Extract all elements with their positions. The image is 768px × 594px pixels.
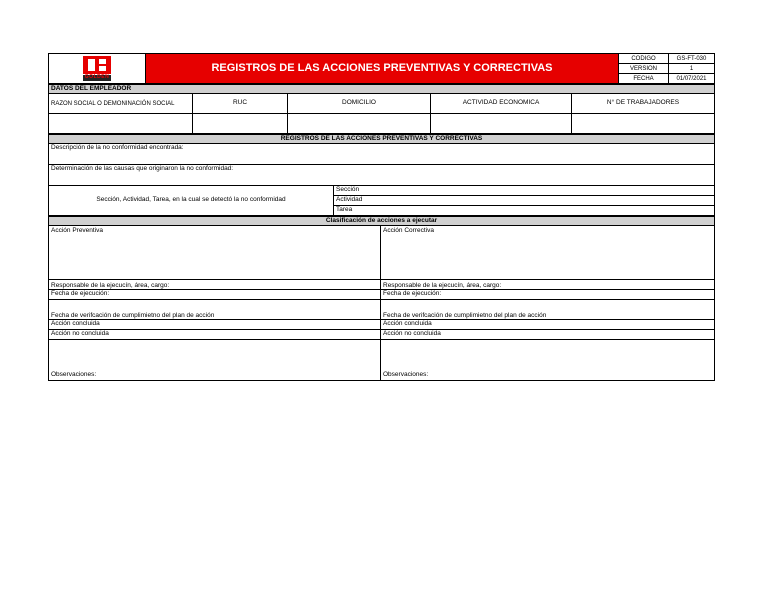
preventive-date-exec-field[interactable]	[49, 290, 381, 300]
corrective-not-done-field[interactable]	[381, 330, 715, 340]
preventive-observations-label: Observaciones:	[51, 370, 97, 378]
causes-field[interactable]	[49, 165, 715, 186]
corrective-date-exec-label: Fecha de ejecución:	[383, 290, 442, 298]
preventive-done-label: Acción concluida	[51, 320, 100, 328]
actions-section-title: Clasificación de acciones a ejecutar	[49, 217, 715, 226]
preventive-date-verify-field[interactable]	[49, 300, 381, 320]
preventive-not-done-field[interactable]	[49, 330, 381, 340]
preventive-date-exec-label: Fecha de ejecución:	[51, 290, 110, 298]
preventive-not-done-label: Acción no concluida	[51, 330, 109, 338]
nonconformity-description-label: Descripción de la no conformidad encontrada:	[51, 144, 184, 151]
preventive-observations-field[interactable]	[49, 340, 381, 381]
employer-col-trabajadores: N° DE TRABAJADORES	[572, 94, 715, 114]
corrective-observations-field[interactable]	[381, 340, 715, 381]
corrective-done-label: Acción concluida	[383, 320, 432, 328]
location-actividad-label: Actividad	[336, 196, 363, 204]
location-seccion-label: Sección	[336, 186, 360, 194]
company-logo	[49, 54, 146, 84]
corrective-observations-label: Observaciones:	[383, 370, 429, 378]
corrective-title: Acción Correctiva	[381, 226, 715, 236]
employer-actividad-field[interactable]	[431, 114, 572, 134]
preventive-title: Acción Preventiva	[49, 226, 381, 236]
corrective-date-exec-field[interactable]	[381, 290, 715, 300]
corrective-done-field[interactable]	[381, 320, 715, 330]
employer-section-title: DATOS DEL EMPLEADOR	[49, 85, 715, 94]
meta-code-label: CODIGO	[619, 54, 669, 64]
employer-domicilio-field[interactable]	[288, 114, 431, 134]
preventive-responsible-label: Responsable de la ejecucín, área, cargo:	[51, 281, 170, 289]
location-seccion-field[interactable]	[334, 186, 715, 196]
nonconformity-description-field[interactable]	[49, 144, 715, 165]
location-tarea-field[interactable]	[334, 206, 715, 216]
employer-col-razon-social: RAZON SOCIAL O DEMONINACIÓN SOCIAL	[49, 94, 193, 114]
employer-trabajadores-field[interactable]	[572, 114, 715, 134]
meta-code-value: GS-FT-030	[669, 54, 715, 64]
corrective-responsible-field[interactable]	[381, 280, 715, 290]
preventive-date-verify-label: Fecha de verifcación de cumplimietno del plan de acción	[51, 311, 215, 319]
employer-col-domicilio: DOMICILIO	[288, 94, 431, 114]
location-label: Sección, Actividad, Tarea, en la cual se detectó la no conformidad	[49, 186, 334, 216]
location-tarea-label: Tarea	[336, 206, 353, 214]
logo-text: GOLDEN	[84, 73, 110, 80]
form-sheet	[48, 53, 714, 381]
records-section-title: REGISTROS DE LAS ACCIONES PREVENTIVAS Y CORRECTIVAS	[49, 135, 715, 144]
meta-version-label: VERSION	[619, 64, 669, 74]
actions-table	[48, 216, 715, 381]
form-header	[48, 53, 715, 84]
form-title: REGISTROS DE LAS ACCIONES PREVENTIVAS Y CORRECTIVAS	[146, 54, 619, 84]
corrective-not-done-label: Acción no concluida	[383, 330, 441, 338]
preventive-description-field[interactable]	[49, 236, 381, 280]
preventive-done-field[interactable]	[49, 320, 381, 330]
corrective-responsible-label: Responsable de la ejecucín, área, cargo:	[383, 281, 502, 289]
corrective-date-verify-field[interactable]	[381, 300, 715, 320]
employer-col-ruc: RUC	[193, 94, 288, 114]
employer-ruc-field[interactable]	[193, 114, 288, 134]
meta-version-value: 1	[669, 64, 715, 74]
employer-razon-social-field[interactable]	[49, 114, 193, 134]
corrective-date-verify-label: Fecha de verifcación de cumplimietno del plan de acción	[383, 311, 547, 319]
employer-col-actividad: ACTIVIDAD ECONOMICA	[431, 94, 572, 114]
employer-table	[48, 84, 715, 134]
corrective-description-field[interactable]	[381, 236, 715, 280]
preventive-responsible-field[interactable]	[49, 280, 381, 290]
location-actividad-field[interactable]	[334, 196, 715, 206]
causes-label: Determinación de las causas que originaron la no conformidad:	[51, 165, 234, 172]
records-table	[48, 134, 715, 216]
meta-date-value: 01/07/2021	[669, 74, 715, 84]
meta-date-label: FECHA	[619, 74, 669, 84]
